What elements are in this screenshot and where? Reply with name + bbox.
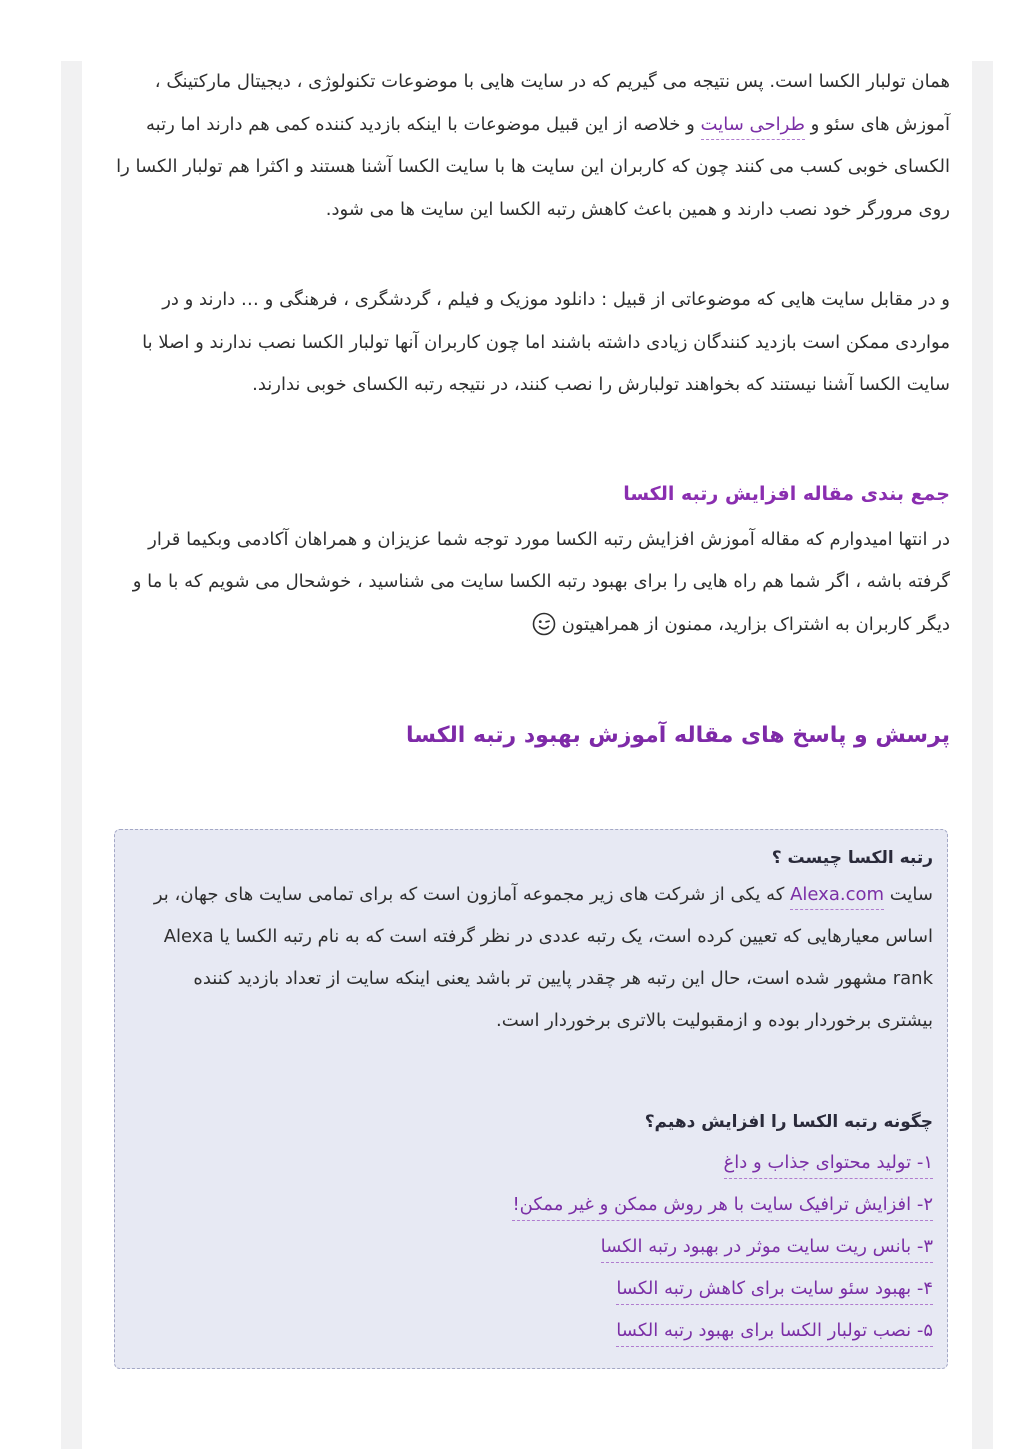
paragraph-other-sites: و در مقابل سایت هایی که موضوعاتی از قبیل : دانلود موزیک و فیلم ، گردشگری ، فرهنگی و … دارند و در مواردی ممکن است بازدید کنندگان زیادی داشته باشند اما چون کاربران آنها تولبار الکسا نصب ندارند و اصلا با سایت الکسا آشنا نیستند که بخواهند تولبارش را نصب کنند، در نتیجه رتبه الکسای خوبی ندارند. bbox=[142, 289, 950, 395]
faq-question-1: رتبه الکسا چیست ؟ bbox=[771, 848, 933, 868]
summary-paragraph: در انتها امیدوارم که مقاله آموزش افزایش رتبه الکسا مورد توجه شما عزیزان و همراهان آکادمی وبکیما قرار گرفته باشه ، اگر شما هم راه هایی را برای بهبود رتبه الکسا سایت می شناسید ، خوشحال می شویم که با ما و دیگر کاربران به اشتراک بزارید، ممنون از همراهیتون bbox=[132, 528, 950, 635]
list-item[interactable]: ۴- بهبود سئو سایت برای کاهش رتبه الکسا bbox=[135, 1268, 933, 1310]
faq-heading: پرسش و پاسخ های مقاله آموزش بهبود رتبه الکسا bbox=[406, 723, 950, 748]
faq-box bbox=[114, 829, 948, 1369]
summary-heading: جمع بندی مقاله افزایش رتبه الکسا bbox=[623, 482, 950, 505]
list-item[interactable]: ۲- افزایش ترافیک سایت با هر روش ممکن و غیر ممکن! bbox=[135, 1184, 933, 1226]
list-item[interactable]: ۱- تولید محتوای جذاب و داغ bbox=[135, 1142, 933, 1184]
faq-question-2: چگونه رتبه الکسا را افزایش دهیم؟ bbox=[644, 1112, 933, 1132]
link-alexa[interactable]: Alexa.com bbox=[790, 884, 884, 910]
link-site-design[interactable]: طراحی سایت bbox=[701, 114, 805, 140]
faq-steps-list bbox=[135, 1142, 933, 1352]
list-item[interactable]: ۵- نصب تولبار الکسا برای بهبود رتبه الکسا bbox=[135, 1310, 933, 1352]
winking-face-icon bbox=[532, 612, 556, 636]
faq-answer-1: سایت Alexa.com که یکی از شرکت های زیر مجموعه آمازون است که برای تمامی سایت های جهان، بر اساس معیارهایی که تعیین کرده است، یک رتبه عددی در نظر گرفته است که به نام رتبه الکسا یا Alexa rank مشهور شده است، حال این رتبه هر چقدر پایین تر باشد یعنی اینکه سایت از تعداد بازدید کننده بیشتری برخوردار بوده و ازمقبولیت بالاتری برخوردار است. bbox=[153, 884, 933, 1031]
paragraph-toolbar-effect: همان تولبار الکسا است. پس نتیجه می گیریم که در سایت هایی با موضوعات تکنولوژی ، دیجیتال مارکتینگ ، آموزش های سئو و طراحی سایت و خلاصه از این قبیل موضوعات با اینکه بازدید کننده کمی هم دارند اما رتبه الکسای خوبی کسب می کنند چون که کاربران این سایت ها با سایت الکسا آشنا هستند و اکثرا هم تولبار الکسا را روی مرورگر خود نصب دارند و همین باعث کاهش رتبه الکسا این سایت ها می شود. bbox=[116, 71, 950, 220]
list-item[interactable]: ۳- بانس ریت سایت موثر در بهبود رتبه الکسا bbox=[135, 1226, 933, 1268]
article-content bbox=[110, 61, 950, 778]
